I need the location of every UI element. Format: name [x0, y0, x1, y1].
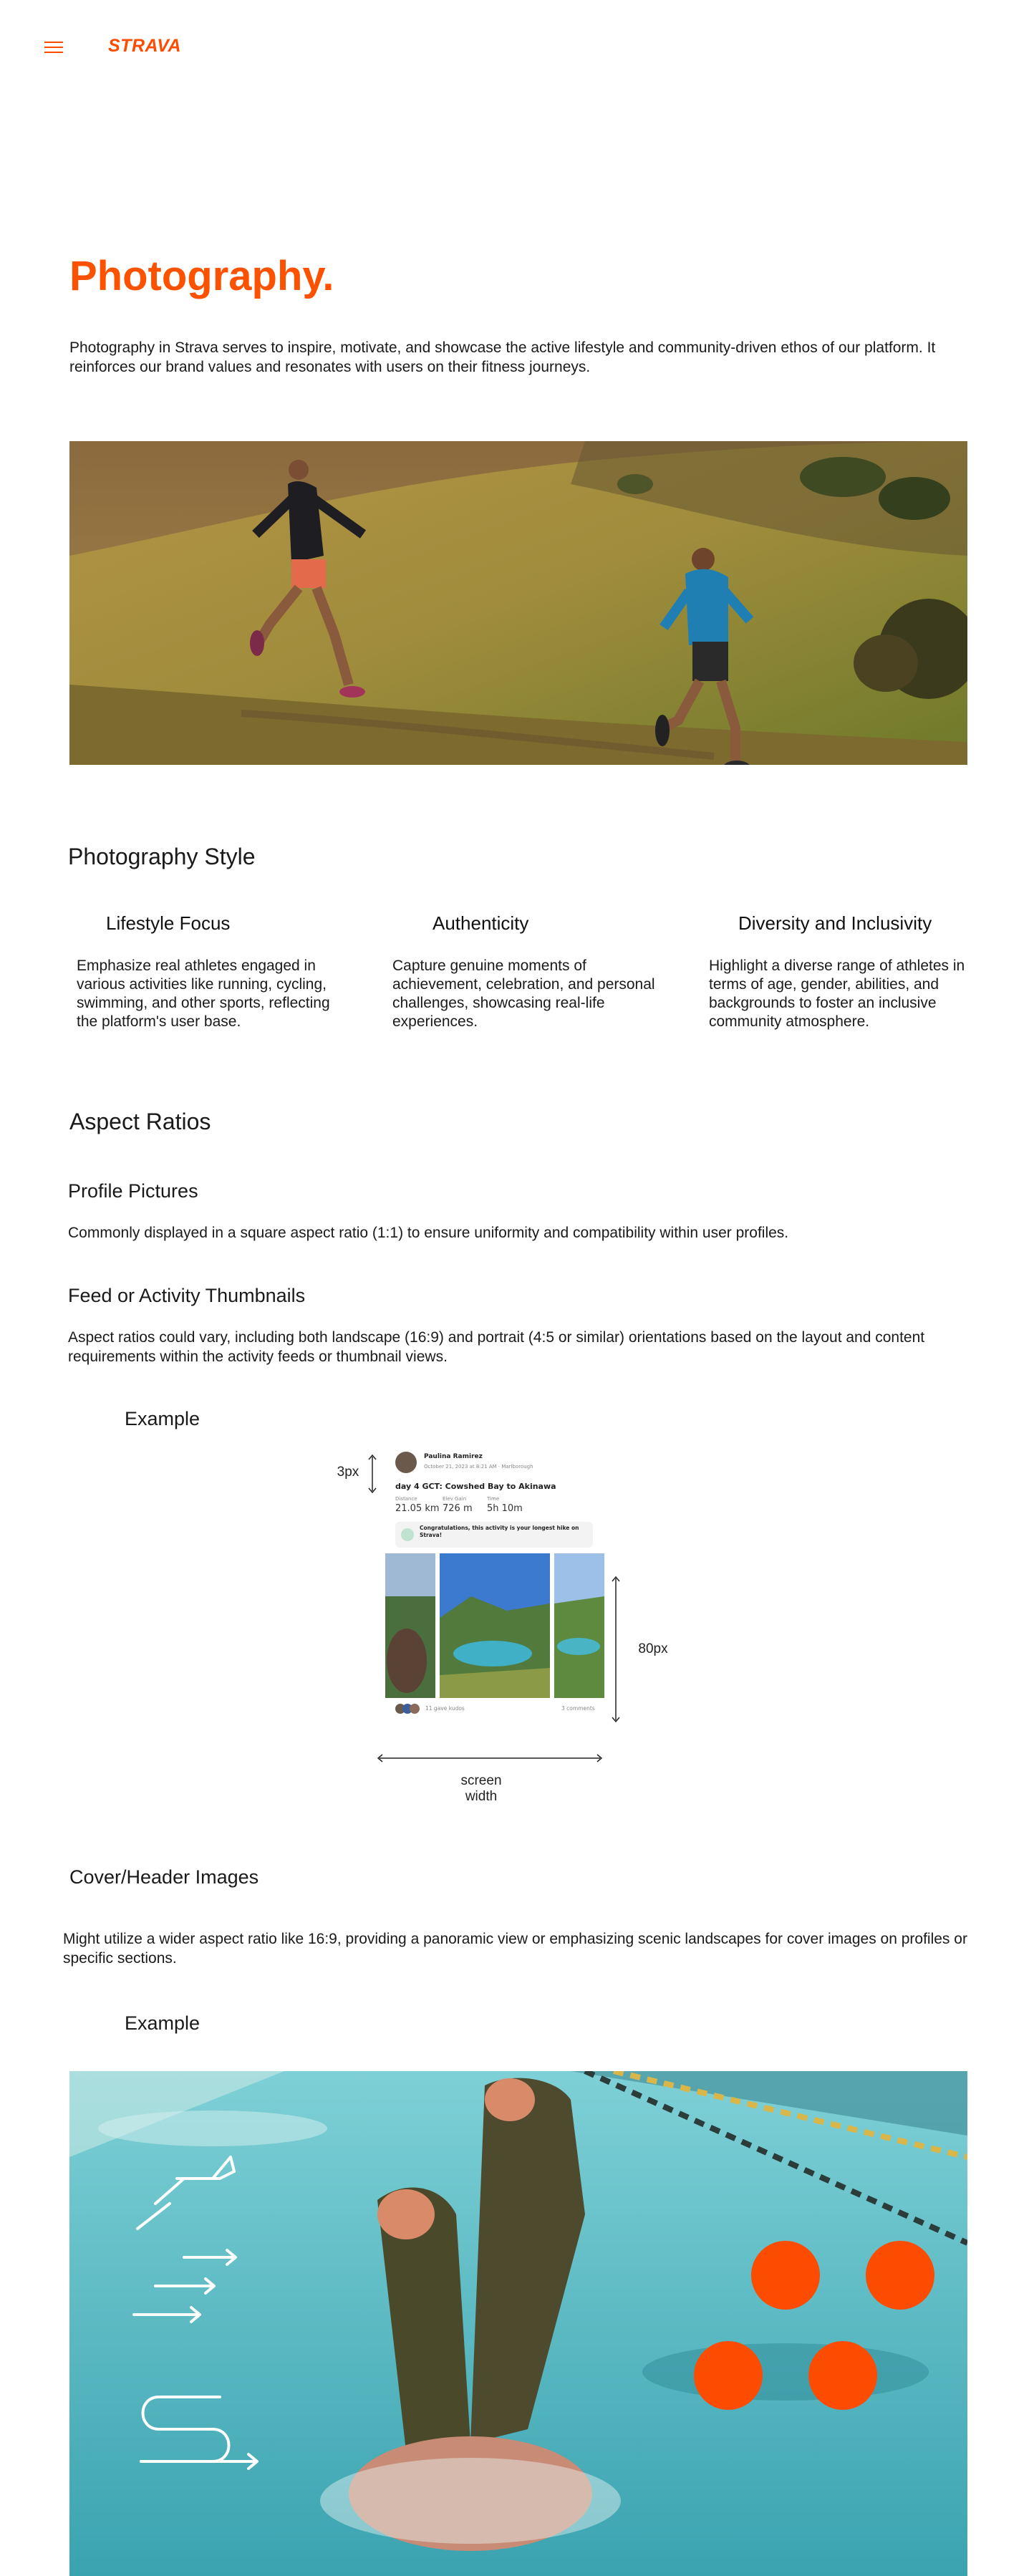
dim-label-right: 80px: [638, 1641, 668, 1656]
dim-label-top: 3px: [337, 1465, 359, 1480]
comments-count[interactable]: 3 comments: [561, 1705, 595, 1712]
kudos-avatar: [410, 1704, 420, 1714]
stat-value-distance: 21.05 km: [395, 1503, 440, 1514]
profile-pictures-heading: Profile Pictures: [68, 1180, 198, 1202]
column-title-lifestyle: Lifestyle Focus: [106, 912, 231, 934]
kudos-count[interactable]: 11 gave kudos: [425, 1705, 465, 1712]
activity-meta: October 21, 2023 at 8:21 AM · Marlborough: [424, 1464, 533, 1470]
strava-logo[interactable]: STRAVA: [108, 36, 182, 56]
profile-pictures-text: Commonly displayed in a square aspect ratio (1:1) to ensure uniformity and compatibility within user profiles.: [68, 1225, 789, 1241]
activity-photos[interactable]: [385, 1553, 604, 1698]
stat-label-elev: Elev Gain: [443, 1496, 467, 1502]
trophy-icon: [401, 1528, 414, 1541]
avatar[interactable]: [395, 1452, 417, 1473]
cover-example-label: Example: [125, 2012, 200, 2034]
achievement-banner: [395, 1522, 593, 1548]
activity-title[interactable]: day 4 GCT: Cowshed Bay to Akinawa: [395, 1482, 556, 1491]
page-title: Photography.: [69, 253, 334, 299]
swimmer-cover-image: [69, 2071, 967, 2576]
aspect-ratios-heading: Aspect Ratios: [69, 1109, 211, 1134]
athlete-name[interactable]: Paulina Ramirez: [424, 1453, 483, 1460]
feed-thumbnails-text: Aspect ratios could vary, including both landscape (16:9) and portrait (4:5 or similar) orientations based on the layout and content requirements within the activity feeds or thumbnail views.: [68, 1329, 925, 1365]
column-title-authenticity: Authenticity: [433, 912, 529, 934]
photography-style-heading: Photography Style: [68, 844, 256, 869]
stat-value-time: 5h 10m: [487, 1503, 523, 1514]
stat-value-elev: 726 m: [443, 1503, 473, 1514]
achievement-text: Congratulations, this activity is your longest hike on Strava!: [420, 1525, 579, 1538]
feed-thumbnails-heading: Feed or Activity Thumbnails: [68, 1285, 306, 1306]
column-text-diversity: Highlight a diverse range of athletes in terms of age, gender, abilities, and backgrounds to foster an inclusive community atmosphere.: [709, 957, 965, 1030]
dim-arrow-right: [610, 1576, 622, 1723]
column-title-diversity: Diversity and Inclusivity: [738, 912, 932, 934]
runners-hero-image: [69, 441, 967, 765]
stat-label-distance: Distance: [395, 1496, 417, 1502]
cover-images-text: Might utilize a wider aspect ratio like 16:9, providing a panoramic view or emphasizing scenic landscapes for cover images on profiles or specific sections.: [63, 1931, 967, 1967]
cover-images-heading: Cover/Header Images: [69, 1866, 259, 1888]
stat-label-time: Time: [487, 1496, 500, 1502]
hamburger-menu-icon[interactable]: [44, 40, 64, 54]
dim-arrow-bottom: [377, 1752, 603, 1764]
activity-card-example: [385, 1452, 604, 1752]
dim-label-bottom: screen width: [460, 1773, 502, 1804]
column-text-authenticity: Capture genuine moments of achievement, celebration, and personal challenges, showcasing real-life experiences.: [392, 957, 655, 1030]
column-text-lifestyle: Emphasize real athletes engaged in various activities like running, cycling, swimming, and other sports, reflecting the platform's user base.: [77, 957, 330, 1030]
dim-arrow-top: [367, 1454, 378, 1494]
feed-example-label: Example: [125, 1408, 200, 1429]
intro-text: Photography in Strava serves to inspire, motivate, and showcase the active lifestyle and community-driven ethos of our platform. It reinforces our brand values and resonates with users on their fitness journeys.: [69, 339, 936, 375]
